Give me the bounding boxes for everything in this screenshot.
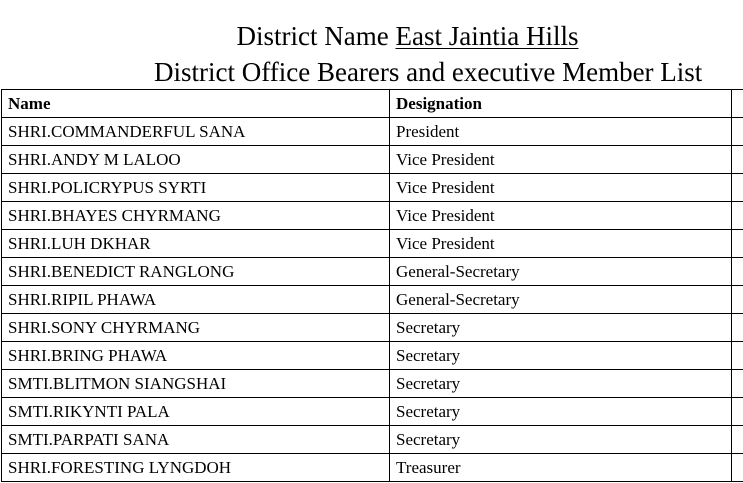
member-name: SHRI.BHAYES CHYRMANG bbox=[2, 202, 390, 230]
district-name-value: East Jaintia Hills bbox=[395, 21, 579, 51]
member-designation: Secretary bbox=[390, 398, 732, 426]
table-row bbox=[2, 202, 743, 230]
member-designation: Vice President bbox=[390, 174, 732, 202]
truncated-cell bbox=[732, 258, 743, 286]
truncated-cell bbox=[732, 174, 743, 202]
table-row bbox=[2, 146, 743, 174]
truncated-cell bbox=[732, 426, 743, 454]
member-name: SHRI.POLICRYPUS SYRTI bbox=[2, 174, 390, 202]
member-name: SHRI.ANDY M LALOO bbox=[2, 146, 390, 174]
member-name: SHRI.RIPIL PHAWA bbox=[2, 286, 390, 314]
truncated-cell bbox=[732, 286, 743, 314]
member-designation: General-Secretary bbox=[390, 286, 732, 314]
table-row bbox=[2, 118, 743, 146]
member-designation: Vice President bbox=[390, 202, 732, 230]
member-designation: President bbox=[390, 118, 732, 146]
member-designation: Secretary bbox=[390, 342, 732, 370]
truncated-cell bbox=[732, 314, 743, 342]
truncated-cell bbox=[732, 454, 743, 482]
member-designation: Secretary bbox=[390, 426, 732, 454]
table-row bbox=[2, 370, 743, 398]
table-row bbox=[2, 314, 743, 342]
table-row bbox=[2, 342, 743, 370]
truncated-cell bbox=[732, 118, 743, 146]
truncated-cell bbox=[732, 146, 743, 174]
member-designation: Secretary bbox=[390, 370, 732, 398]
table-row bbox=[2, 258, 743, 286]
member-name: SHRI.BRING PHAWA bbox=[2, 342, 390, 370]
member-name: SHRI.BENEDICT RANGLONG bbox=[2, 258, 390, 286]
member-name: SHRI.FORESTING LYNGDOH bbox=[2, 454, 390, 482]
member-designation: Treasurer bbox=[390, 454, 732, 482]
office-bearers-table bbox=[1, 89, 743, 482]
member-designation: General-Secretary bbox=[390, 258, 732, 286]
member-designation: Vice President bbox=[390, 230, 732, 258]
member-name: SHRI.COMMANDERFUL SANA bbox=[2, 118, 390, 146]
table-row bbox=[2, 426, 743, 454]
member-name: SMTI.PARPATI SANA bbox=[2, 426, 390, 454]
table-row bbox=[2, 398, 743, 426]
member-name: SHRI.SONY CHYRMANG bbox=[2, 314, 390, 342]
table-header-row bbox=[2, 90, 743, 118]
district-name-heading bbox=[0, 20, 743, 52]
table-row bbox=[2, 174, 743, 202]
truncated-cell bbox=[732, 370, 743, 398]
member-name: SMTI.BLITMON SIANGSHAI bbox=[2, 370, 390, 398]
truncated-cell bbox=[732, 398, 743, 426]
table-row bbox=[2, 454, 743, 482]
column-header-designation: Designation bbox=[390, 90, 732, 118]
district-name-label: District Name bbox=[236, 21, 389, 51]
truncated-cell bbox=[732, 202, 743, 230]
member-name: SHRI.LUH DKHAR bbox=[2, 230, 390, 258]
truncated-cell bbox=[732, 342, 743, 370]
member-name: SMTI.RIKYNTI PALA bbox=[2, 398, 390, 426]
member-designation: Secretary bbox=[390, 314, 732, 342]
list-title: District Office Bearers and executive Member List bbox=[154, 57, 703, 87]
table-row bbox=[2, 230, 743, 258]
column-header-truncated bbox=[732, 90, 743, 118]
member-designation: Vice President bbox=[390, 146, 732, 174]
column-header-name: Name bbox=[2, 90, 390, 118]
table-row bbox=[2, 286, 743, 314]
truncated-cell bbox=[732, 230, 743, 258]
